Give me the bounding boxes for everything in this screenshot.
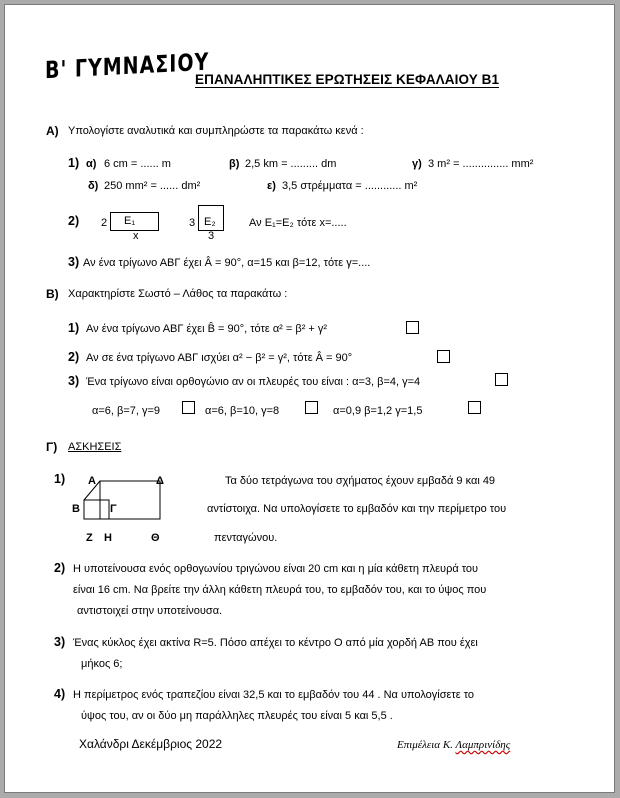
ex1-line-1: Τα δύο τετράγωνα του σχήματος έχουν εμβαδά 9 και 49 xyxy=(225,475,496,487)
ex2-number: 2) xyxy=(54,561,66,575)
b1-answer-checkbox[interactable] xyxy=(406,321,419,334)
b3-text: Ένα τρίγωνο είναι ορθογώνιο αν οι πλευρές του είναι : α=3, β=4, γ=4 xyxy=(86,376,421,388)
logo-text: Β' ΓΥΜΝΑΣΙΟΥ xyxy=(45,48,210,85)
a1-number: 1) xyxy=(68,156,80,170)
b3-opt2-text: α=6, β=7, γ=9 xyxy=(92,405,161,417)
ex3-line-2: μήκος 6; xyxy=(81,658,123,670)
ex2-line-2: είναι 16 cm. Να βρείτε την άλλη κάθετη πλευρά του, το εμβαδόν του, και το ύψος που xyxy=(73,584,487,596)
a2-coef-1: 2 xyxy=(101,217,108,229)
b1-text: Αν ένα τρίγωνο ΑΒΓ έχει B̂ = 90°, τότε α² = β² + γ² xyxy=(86,323,328,335)
ex3-line-1: Ένας κύκλος έχει ακτίνα R=5. Πόσο απέχει το κέντρο Ο από μία χορδή ΑΒ που έχει xyxy=(73,637,478,649)
section-g-heading: ΑΣΚΗΣΕΙΣ xyxy=(68,441,122,453)
ex4-number: 4) xyxy=(54,687,66,701)
footer-place-date: Χαλάνδρι Δεκέμβριος 2022 xyxy=(79,737,223,751)
section-b-label: Β) xyxy=(46,287,59,301)
section-g-label: Γ) xyxy=(46,440,58,454)
ex1-number: 1) xyxy=(54,472,66,486)
a1-g-text: 3 m² = ............... mm² xyxy=(428,158,534,170)
a1-b-text: 2,5 km = ......... dm xyxy=(245,158,337,170)
area-box-e1-label: Ε₁ xyxy=(124,215,136,227)
footer-credit-prefix: Επιμέλεια Κ. xyxy=(397,739,456,751)
point-g-label: Γ xyxy=(110,503,117,515)
document-page xyxy=(4,4,615,793)
a1-e-text: 3,5 στρέμματα = ............ m² xyxy=(282,180,418,192)
ex3-number: 3) xyxy=(54,635,66,649)
point-a-label: Α xyxy=(88,475,96,487)
a3-text: Αν ένα τρίγωνο ΑΒΓ έχει Â = 90°, α=15 και β=12, τότε γ=.... xyxy=(83,257,371,269)
b3-number: 3) xyxy=(68,374,80,388)
area-box-e1-side: x xyxy=(133,230,139,242)
ex1-line-3: πενταγώνου. xyxy=(214,532,278,544)
a2-statement: Αν Ε₁=Ε₂ τότε x=..... xyxy=(249,217,347,229)
footer-credit xyxy=(397,738,510,752)
a1-d-text: 250 mm² = ...... dm² xyxy=(104,180,201,192)
area-box-e2-label: Ε₂ xyxy=(204,216,216,228)
b3-opt2-checkbox[interactable] xyxy=(182,401,195,414)
b2-text: Αν σε ένα τρίγωνο ΑΒΓ ισχύει α² − β² = γ², τότε Â = 90° xyxy=(86,352,353,364)
ex2-line-1: Η υποτείνουσα ενός ορθογωνίου τριγώνου είναι 20 cm και η μία κάθετη πλευρά του xyxy=(73,563,479,575)
point-th-label: Θ xyxy=(151,532,160,544)
section-b-instruction: Χαρακτηρίστε Σωστό – Λάθος τα παρακάτω : xyxy=(68,288,288,300)
a3-number: 3) xyxy=(68,255,80,269)
small-square xyxy=(84,500,109,519)
a1-b-label: β) xyxy=(229,158,240,170)
ex4-line-2: ύψος του, αν οι δύο μη παράλληλες πλευρές του είναι 5 και 5,5 . xyxy=(81,710,393,722)
ex1-line-2: αντίστοιχα. Να υπολογίσετε το εμβαδόν και την περίμετρο του xyxy=(207,503,507,515)
a1-a-label: α) xyxy=(86,158,97,170)
a2-coef-2: 3 xyxy=(189,217,196,229)
point-h-label: Η xyxy=(104,532,112,544)
a1-g-label: γ) xyxy=(412,158,422,170)
b1-number: 1) xyxy=(68,321,80,335)
ex4-line-1: Η περίμετρος ενός τραπεζίου είναι 32,5 και το εμβαδόν του 44 . Να υπολογίσετε το xyxy=(73,689,475,701)
b3-opt3-checkbox[interactable] xyxy=(305,401,318,414)
b3-opt4-checkbox[interactable] xyxy=(468,401,481,414)
section-a-label: Α) xyxy=(46,124,59,138)
page-title: ΕΠΑΝΑΛΗΠΤΙΚΕΣ ΕΡΩΤΗΣΕΙΣ ΚΕΦΑΛΑΙΟΥ Β1 xyxy=(195,72,500,87)
footer-credit-name: Λαμπρινίδης xyxy=(455,739,511,751)
b2-number: 2) xyxy=(68,350,80,364)
section-a-instruction: Υπολογίστε αναλυτικά και συμπληρώστε τα παρακάτω κενά : xyxy=(68,125,364,137)
ex2-line-3: αντιστοιχεί στην υποτείνουσα. xyxy=(77,605,223,617)
a1-d-label: δ) xyxy=(88,180,99,192)
a1-a-text: 6 cm = ...... m xyxy=(104,158,171,170)
b3-opt4-text: α=0,9 β=1,2 γ=1,5 xyxy=(333,405,423,417)
b3-opt1-checkbox[interactable] xyxy=(495,373,508,386)
point-z-label: Ζ xyxy=(86,532,93,544)
b2-answer-checkbox[interactable] xyxy=(437,350,450,363)
b3-opt3-text: α=6, β=10, γ=8 xyxy=(205,405,280,417)
point-b-label: Β xyxy=(72,503,80,515)
a1-e-label: ε) xyxy=(267,180,276,192)
point-d-label: Δ xyxy=(156,475,164,487)
a2-number: 2) xyxy=(68,214,80,228)
area-box-e2-side: 3 xyxy=(208,230,215,242)
